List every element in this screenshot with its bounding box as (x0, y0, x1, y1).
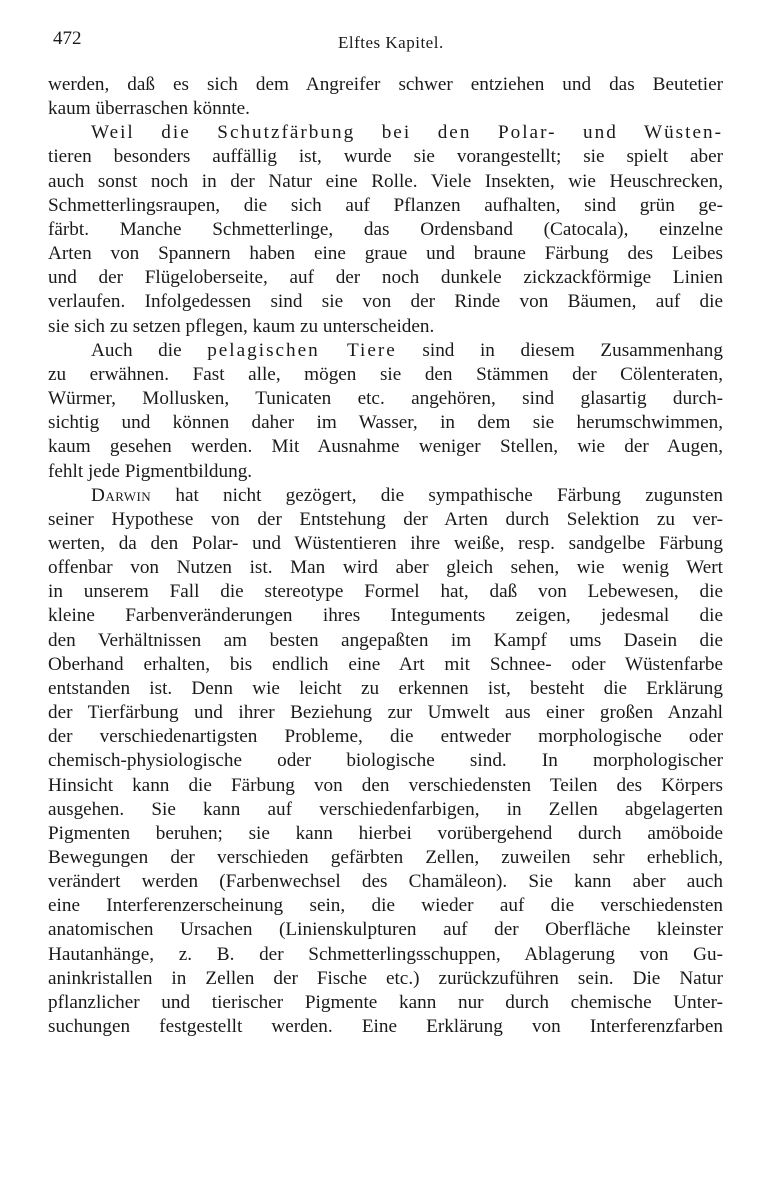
text-line: verändert werden (Farbenwechsel des Chamäleon). Sie kann aber auch (48, 871, 723, 893)
emphasis-word: Darwin (91, 484, 152, 506)
paragraph-first-line: Weil die Schutzfärbung bei den Polar- und Wüsten- (91, 122, 723, 144)
text-line: kaum gesehen werden. Mit Ausnahme weniger Stellen, wie der Augen, (48, 436, 723, 458)
text-line: in unserem Fall die stereotype Formel hat, daß von Lebewesen, die (48, 581, 723, 603)
body-text (48, 73, 723, 1039)
text-line: Pigmenten beruhen; sie kann hierbei vorübergehend durch amöboide (48, 822, 723, 844)
text-line: offenbar von Nutzen ist. Man wird aber gleich sehen, wie wenig Wert (48, 557, 723, 579)
text-line: suchungen festgestellt werden. Eine Erklärung von Interferenzfarben (48, 1016, 723, 1038)
text-line: tieren besonders auffällig ist, wurde sie vorangestellt; sie spielt aber (48, 146, 723, 168)
text-line: anatomischen Ursachen (Linienskulpturen auf der Oberfläche kleinster (48, 919, 723, 941)
text-line: zu erwähnen. Fast alle, mögen sie den Stämmen der Cölenteraten, (48, 363, 723, 385)
running-head: Elftes Kapitel. (338, 33, 444, 52)
text-line: aninkristallen in Zellen der Fische etc.) zurückzuführen sein. Die Natur (48, 967, 723, 989)
emphasis-word: pelagischen Tiere (207, 339, 397, 361)
text-line: verlaufen. Infolgedessen sind sie von der Rinde von Bäumen, auf die (48, 291, 723, 313)
text-line: färbt. Manche Schmetterlinge, das Ordensband (Catocala), einzelne (48, 218, 723, 240)
text-line: werden, daß es sich dem Angreifer schwer entziehen und das Beutetier (48, 74, 723, 95)
text-line: den Verhältnissen am besten angepaßten im Kampf ums Dasein die (48, 629, 723, 651)
text-line: Würmer, Mollusken, Tunicaten etc. angehören, sind glasartig durch- (48, 388, 723, 410)
text-line: entstanden ist. Denn wie leicht zu erkennen ist, besteht die Erklärung (48, 677, 723, 699)
text-line: sichtig und können daher im Wasser, in dem sie herumschwimmen, (48, 412, 723, 434)
text-line: sie sich zu setzen pflegen, kaum zu unterscheiden. (48, 315, 435, 337)
text-line: der verschiedenartigsten Probleme, die entweder morphologische oder (48, 726, 723, 748)
text-line: eine Interferenzerscheinung sein, die wieder auf die verschiedensten (48, 895, 723, 917)
paragraph-first-line: Darwin hat nicht gezögert, die sympathische Färbung zugunsten (91, 484, 723, 506)
text-line: werten, da den Polar- und Wüstentieren ihre weiße, resp. sandgelbe Färbung (48, 532, 723, 554)
text-line: kaum überraschen könnte. (48, 98, 250, 120)
text-line: chemisch-physiologische oder biologische sind. In morphologischer (48, 750, 723, 772)
text-line: pflanzlicher und tierischer Pigmente kann nur durch chemische Unter- (48, 991, 723, 1013)
text-line: auch sonst noch in der Natur eine Rolle. Viele Insekten, wie Heuschrecken, (48, 170, 723, 192)
text-line: und der Flügeloberseite, auf der noch dunkele zickzackförmige Linien (48, 267, 723, 289)
text-line: kleine Farbenveränderungen ihres Integuments zeigen, jedesmal die (48, 605, 723, 627)
paragraph-first-line: Auch die pelagischen Tiere sind in diesem Zusammenhang (91, 339, 723, 361)
text-line: der Tierfärbung und ihrer Beziehung zur Umwelt aus einer großen Anzahl (48, 702, 723, 724)
text-line: seiner Hypothese von der Entstehung der Arten durch Selektion zu ver- (48, 508, 723, 530)
text-line: Hinsicht kann die Färbung von den verschiedensten Teilen des Körpers (48, 774, 723, 796)
text-line: Hautanhänge, z. B. der Schmetterlingsschuppen, Ablagerung von Gu- (48, 943, 723, 965)
text-line: Bewegungen der verschieden gefärbten Zellen, zuweilen sehr erheblich, (48, 847, 723, 868)
text-line: fehlt jede Pigmentbildung. (48, 460, 253, 482)
text-line: Arten von Spannern haben eine graue und braune Färbung des Leibes (48, 243, 723, 265)
page-number: 472 (53, 28, 82, 49)
text-line: ausgehen. Sie kann auf verschiedenfarbigen, in Zellen abgelagerten (48, 798, 723, 820)
text-line: Schmetterlingsraupen, die sich auf Pflanzen aufhalten, sind grün ge- (48, 194, 723, 216)
text-line: Oberhand erhalten, bis endlich eine Art mit Schnee- oder Wüstenfarbe (48, 653, 723, 675)
